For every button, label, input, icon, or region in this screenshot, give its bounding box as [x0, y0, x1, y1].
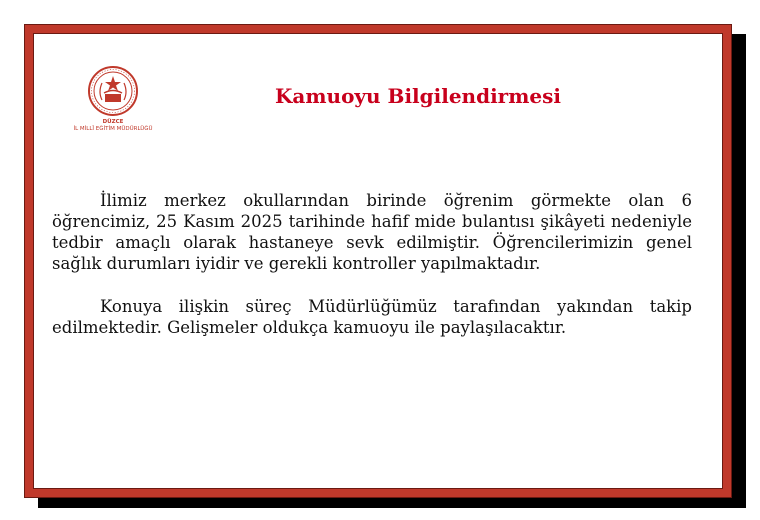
paragraph-2: Konuya ilişkin süreç Müdürlüğümüz tarafından yakından takip edilmektedir. Gelişmeler oldukça kamuoyu ile paylaşılacaktır. [52, 297, 692, 337]
announcement-frame [24, 24, 732, 498]
announcement-page [33, 33, 723, 489]
ministry-logo [72, 64, 153, 136]
logo-directorate-text: İL MİLLÎ EĞİTİM MÜDÜRLÜĞÜ [73, 126, 153, 132]
logo-city-text: DÜZCE [102, 119, 124, 125]
announcement-body [52, 190, 692, 360]
ministry-emblem-icon [84, 64, 142, 118]
paragraph-1: İlimiz merkez okullarından birinde öğrenim görmekte olan 6 öğrencimiz, 25 Kasım 2025 tarihinde hafif mide bulantısı şikâyeti nedeniyle tedbir amaçlı olarak hastaneye sevk edilmiştir. Öğrencilerimizin genel sağlık durumları iyidir ve gerekli kontroller yapılmaktadır. [52, 191, 692, 273]
page-title: Kamuoyu Bilgilendirmesi [275, 84, 561, 108]
